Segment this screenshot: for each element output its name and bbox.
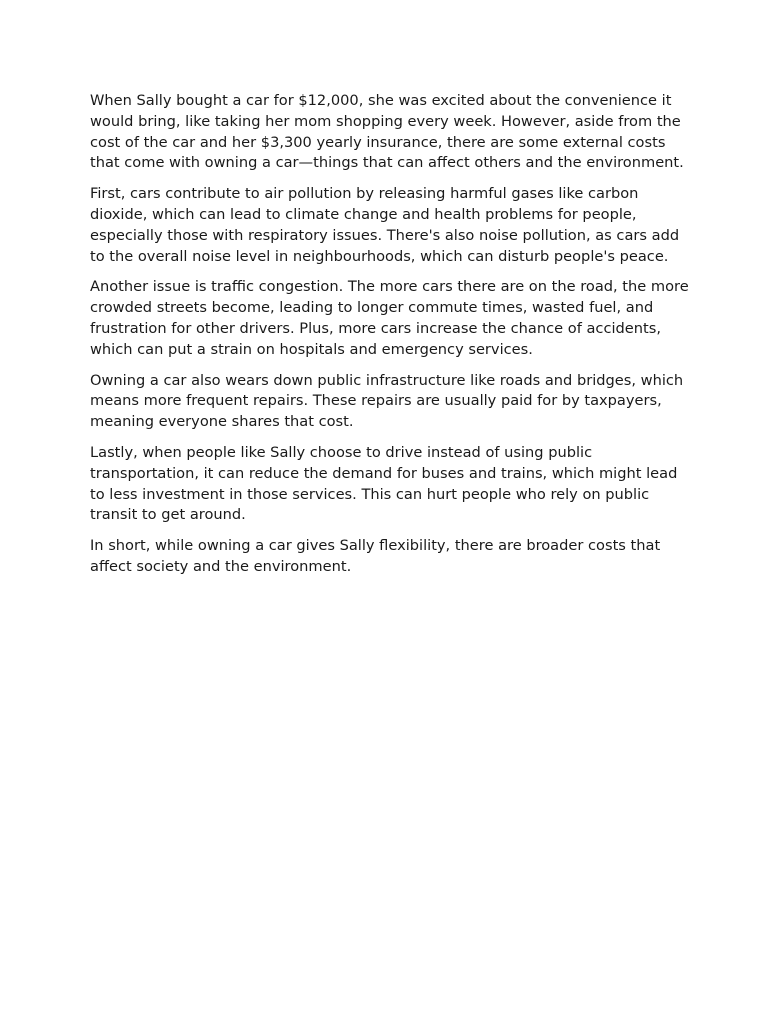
paragraph-public-transit: Lastly, when people like Sally choose to drive instead of using public transportation, it can reduce the demand for buses and trains, which might lead to less investment in those services. This can hurt people who rely on public transit to get around.: [90, 443, 678, 524]
paragraph-infrastructure: Owning a car also wears down public infrastructure like roads and bridges, which means more frequent repairs. These repairs are usually paid for by taxpayers, meaning everyone shares that cost.: [90, 371, 684, 431]
paragraph-conclusion: In short, while owning a car gives Sally flexibility, there are broader costs that affect society and the environment.: [90, 537, 661, 575]
paragraph-intro: When Sally bought a car for $12,000, she was excited about the convenience it would bring, like taking her mom shopping every week. However, aside from the cost of the car and her $3,300 yearly insurance, there are some external costs that come with owning a car—things that can affect others and the environment.: [90, 92, 684, 172]
document-body: [90, 91, 690, 588]
paragraph-congestion: Another issue is traffic congestion. The more cars there are on the road, the more crowded streets become, leading to longer commute times, wasted fuel, and frustration for other drivers. Plus, more cars increase the chance of accidents, which can put a strain on hospitals and emergency services.: [90, 278, 689, 358]
paragraph-pollution: First, cars contribute to air pollution by releasing harmful gases like carbon dioxide, which can lead to climate change and health problems for people, especially those with respiratory issues. There's also noise pollution, as cars add to the overall noise level in neighbourhoods, which can disturb people's peace.: [90, 185, 680, 265]
